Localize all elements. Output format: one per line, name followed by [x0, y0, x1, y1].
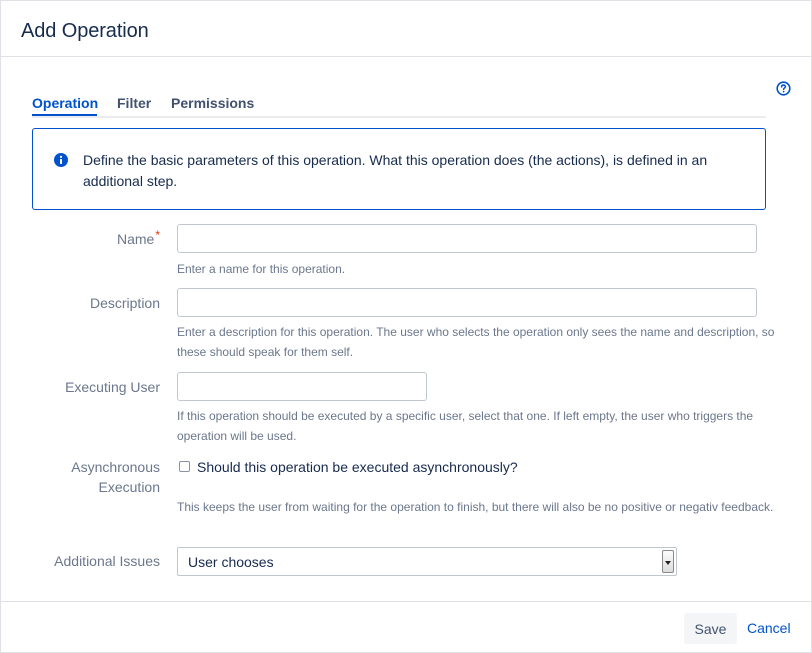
tab-permissions[interactable]: Permissions [171, 95, 255, 111]
additional-issues-selected-value: User chooses [188, 554, 274, 570]
async-help-text: This keeps the user from waiting for the operation to finish, but there will also be no positive or negativ feedback. [177, 500, 774, 514]
executing-user-help-text: If this operation should be executed by a specific user, select that one. If left empty, the user who triggers the operation will be used. [177, 409, 754, 443]
name-label [117, 229, 160, 250]
tab-operation[interactable]: Operation [32, 95, 99, 111]
async-label-line2: Execution [98, 479, 160, 495]
tab-filter[interactable]: Filter [117, 95, 152, 111]
name-label-text: Name [116, 231, 155, 247]
name-input[interactable] [177, 224, 757, 253]
executing-user-input[interactable] [177, 372, 427, 401]
async-checkbox-label[interactable]: Should this operation be executed asynchronously? [197, 459, 518, 475]
dialog-header [1, 1, 811, 57]
additional-issues-select[interactable] [177, 547, 677, 576]
description-input[interactable] [177, 288, 757, 317]
cancel-link[interactable]: Cancel [747, 620, 791, 636]
chevron-down-icon[interactable] [662, 550, 674, 573]
required-marker: * [155, 228, 160, 242]
description-label: Description [89, 295, 160, 311]
async-checkbox[interactable] [179, 461, 190, 472]
info-message-text: Define the basic parameters of this operation. What this operation does (the actions), is defined in an additional step. [83, 152, 708, 189]
question-circle-icon[interactable] [776, 81, 791, 96]
additional-issues-label: Additional Issues [54, 553, 160, 569]
async-label: Asynchronous [71, 459, 160, 475]
save-button[interactable]: Save [684, 613, 737, 644]
dialog-title: Add Operation [21, 20, 149, 42]
info-icon [54, 153, 68, 167]
tab-bar [32, 93, 766, 118]
name-help-text: Enter a name for this operation. [177, 262, 346, 276]
dialog-footer [1, 601, 811, 653]
info-message [32, 128, 766, 210]
description-help-text: Enter a description for this operation. The user who selects the operation only sees the name and description, so these should speak for them self. [177, 325, 775, 359]
executing-user-label: Executing User [65, 379, 160, 395]
active-tab-indicator [32, 114, 97, 116]
